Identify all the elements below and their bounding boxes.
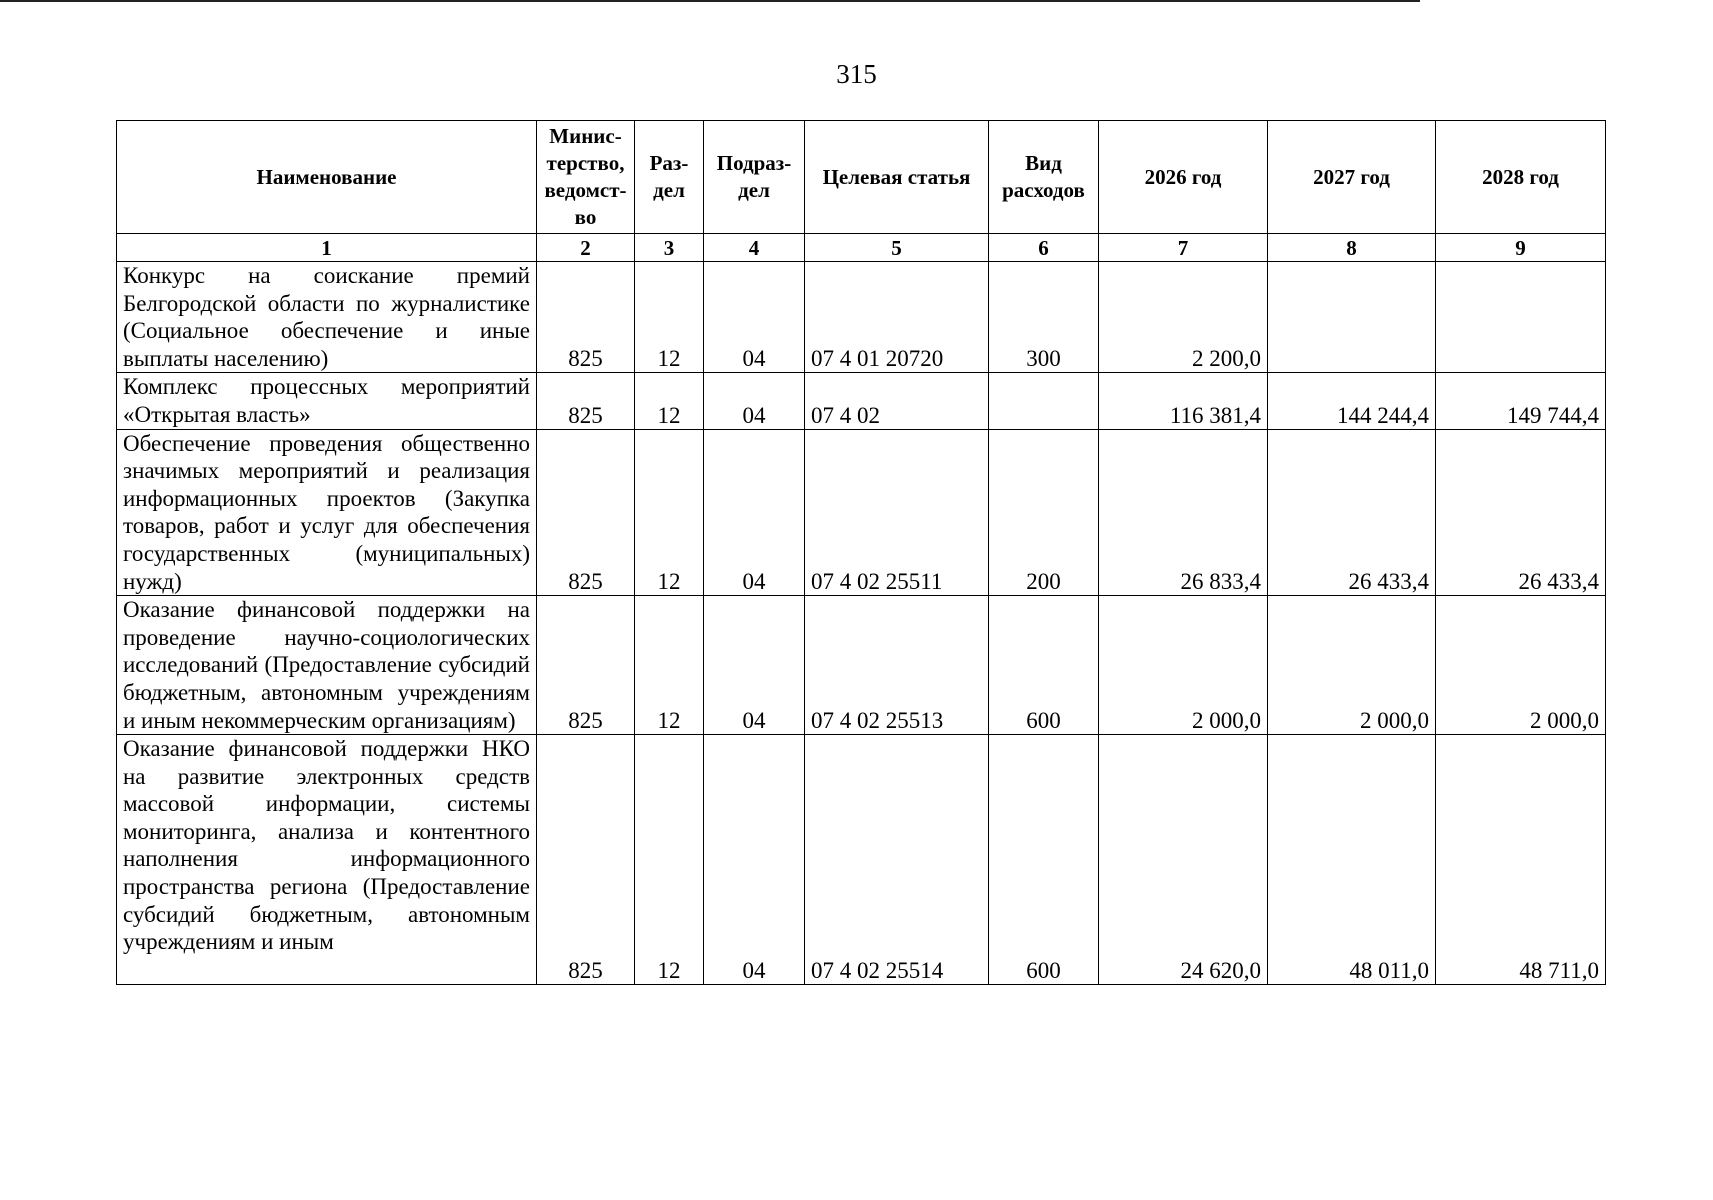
row-name: Конкурс на соискание премий Белгородской области по журналистике (Социальное обеспечение и иные выплаты населению): [117, 262, 537, 373]
row-expense-type: 600: [989, 596, 1099, 735]
row-subsection: 04: [704, 735, 805, 985]
row-amount-2027: 48 011,0: [1268, 735, 1436, 985]
row-name: Комплекс процессных мероприятий «Открытая власть»: [117, 373, 537, 429]
row-section: 12: [635, 373, 704, 429]
header-2027: 2027 год: [1268, 121, 1436, 234]
row-amount-2026: 2 000,0: [1099, 596, 1268, 735]
table-row: [117, 373, 1606, 429]
row-target: 07 4 02 25511: [805, 429, 989, 596]
header-2026: 2026 год: [1099, 121, 1268, 234]
row-subsection: 04: [704, 262, 805, 373]
header-ministry: Минис-терство, ведомст-во: [537, 121, 635, 234]
row-amount-2027: [1268, 262, 1436, 373]
row-section: 12: [635, 735, 704, 985]
column-number: 6: [989, 234, 1099, 262]
column-number-row: [117, 234, 1606, 262]
table-row: [117, 262, 1606, 373]
row-amount-2027: 26 433,4: [1268, 429, 1436, 596]
table-row: [117, 596, 1606, 735]
row-amount-2028: 26 433,4: [1436, 429, 1606, 596]
header-2028: 2028 год: [1436, 121, 1606, 234]
row-ministry: 825: [537, 262, 635, 373]
row-amount-2026: 2 200,0: [1099, 262, 1268, 373]
row-amount-2026: 24 620,0: [1099, 735, 1268, 985]
row-amount-2028: 2 000,0: [1436, 596, 1606, 735]
row-subsection: 04: [704, 429, 805, 596]
column-number: 8: [1268, 234, 1436, 262]
page-number: 315: [836, 59, 877, 89]
row-section: 12: [635, 262, 704, 373]
row-subsection: 04: [704, 373, 805, 429]
column-number: 3: [635, 234, 704, 262]
header-row: [117, 121, 1606, 234]
header-subsection: Подраз-дел: [704, 121, 805, 234]
row-name: Оказание финансовой поддержки НКО на развитие электронных средств массовой информации, системы мониторинга, анализа и контентного наполнения информационного пространства региона (Предоставление субсидий бюджетным, автономным учреждениям и иным: [123, 736, 530, 955]
row-ministry: 825: [537, 735, 635, 985]
table-row: [117, 429, 1606, 596]
column-number: 5: [805, 234, 989, 262]
row-ministry: 825: [537, 373, 635, 429]
column-number: 2: [537, 234, 635, 262]
column-number: 1: [117, 234, 537, 262]
column-number: 4: [704, 234, 805, 262]
header-expense-type: Вид расходов: [989, 121, 1099, 234]
row-subsection: 04: [704, 596, 805, 735]
column-number: 7: [1099, 234, 1268, 262]
row-expense-type: 200: [989, 429, 1099, 596]
row-section: 12: [635, 429, 704, 596]
row-amount-2026: 26 833,4: [1099, 429, 1268, 596]
row-amount-2028: 48 711,0: [1436, 735, 1606, 985]
row-target: 07 4 02: [805, 373, 989, 429]
row-target: 07 4 01 20720: [805, 262, 989, 373]
row-target: 07 4 02 25513: [805, 596, 989, 735]
row-expense-type: 300: [989, 262, 1099, 373]
row-ministry: 825: [537, 596, 635, 735]
row-amount-2027: 2 000,0: [1268, 596, 1436, 735]
row-name-cell: [117, 735, 537, 985]
top-rule: [0, 0, 1420, 2]
budget-table: [116, 120, 1606, 985]
row-ministry: 825: [537, 429, 635, 596]
row-amount-2028: [1436, 262, 1606, 373]
row-amount-2028: 149 744,4: [1436, 373, 1606, 429]
row-expense-type: [989, 373, 1099, 429]
row-amount-2027: 144 244,4: [1268, 373, 1436, 429]
row-section: 12: [635, 596, 704, 735]
column-number: 9: [1436, 234, 1606, 262]
row-name: Обеспечение проведения общественно значимых мероприятий и реализация информационных проектов (Закупка товаров, работ и услуг для обеспечения государственных (муниципальных) нужд): [117, 429, 537, 596]
header-section: Раз-дел: [635, 121, 704, 234]
row-amount-2026: 116 381,4: [1099, 373, 1268, 429]
row-target: 07 4 02 25514: [805, 735, 989, 985]
row-name: Оказание финансовой поддержки на проведение научно-социологических исследований (Предоставление субсидий бюджетным, автономным учреждениям и иным некоммерческим организациям): [117, 596, 537, 735]
row-expense-type: 600: [989, 735, 1099, 985]
header-target: Целевая статья: [805, 121, 989, 234]
table-row: [117, 735, 1606, 985]
header-name: Наименование: [117, 121, 537, 234]
